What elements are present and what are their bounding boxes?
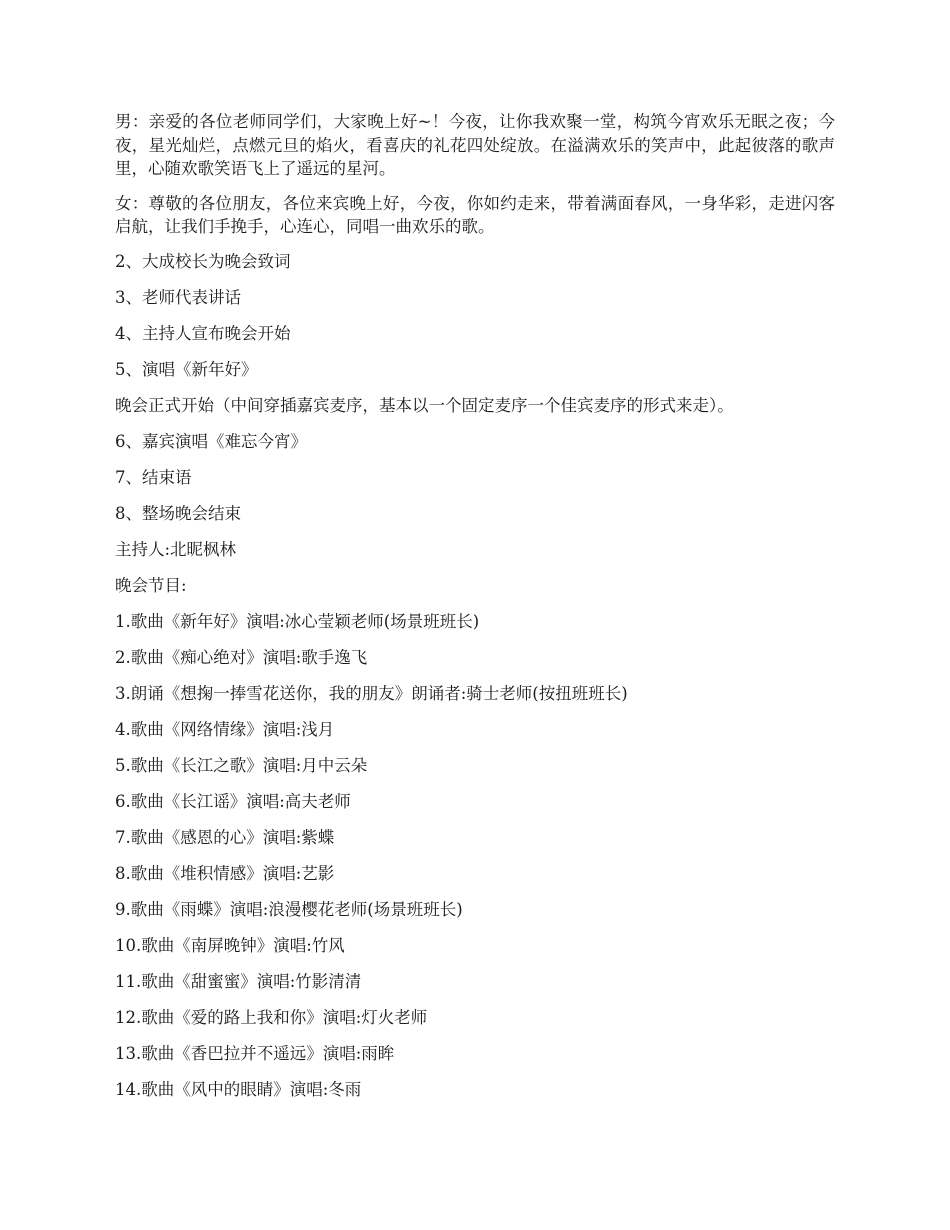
program-item-13: 13.歌曲《香巴拉并不遥远》演唱:雨眸	[115, 1043, 395, 1063]
program-item-8: 8.歌曲《堆积情感》演唱:艺影	[115, 863, 335, 883]
program-heading: 晚会节目:	[115, 575, 187, 595]
host-line: 主持人:北昵枫林	[115, 539, 237, 559]
program-item-9: 9.歌曲《雨蝶》演唱:浪漫樱花老师(场景班班长)	[115, 899, 463, 919]
program-item-12: 12.歌曲《爱的路上我和你》演唱:灯火老师	[115, 1007, 428, 1027]
program-item-6: 6.歌曲《长江谣》演唱:高夫老师	[115, 791, 351, 811]
opening-paragraph-male: 男：亲爱的各位老师同学们，大家晚上好~！今夜，让你我欢聚一堂，构筑今宵欢乐无眠之夜；今夜，星光灿烂，点燃元旦的焰火，看喜庆的礼花四处绽放。在溢满欢乐的笑声中，此起彼落的歌声里，心随欢歌笑语飞上了遥远的星河。	[115, 112, 835, 178]
agenda-item-8: 8、整场晚会结束	[115, 503, 241, 523]
program-item-11: 11.歌曲《甜蜜蜜》演唱:竹影清清	[115, 971, 362, 991]
document-page	[115, 110, 835, 1114]
program-item-10: 10.歌曲《南屏晚钟》演唱:竹风	[115, 935, 345, 955]
program-item-14: 14.歌曲《风中的眼睛》演唱:冬雨	[115, 1079, 362, 1099]
agenda-item-7: 7、结束语	[115, 467, 192, 487]
agenda-item-2: 2、大成校长为晚会致词	[115, 251, 291, 271]
program-item-1: 1.歌曲《新年好》演唱:冰心莹颖老师(场景班班长)	[115, 611, 480, 631]
agenda-note: 晚会正式开始（中间穿插嘉宾麦序，基本以一个固定麦序一个佳宾麦序的形式来走）。	[115, 395, 734, 415]
program-item-5: 5.歌曲《长江之歌》演唱:月中云朵	[115, 755, 368, 775]
agenda-item-5: 5、演唱《新年好》	[115, 359, 258, 379]
opening-paragraph-female: 女：尊敬的各位朋友，各位来宾晚上好，今夜，你如约走来，带着满面春风，一身华彩，走进闪客启航，让我们手挽手，心连心，同唱一曲欢乐的歌。	[115, 193, 835, 236]
program-item-2: 2.歌曲《痴心绝对》演唱:歌手逸飞	[115, 647, 368, 667]
agenda-item-6: 6、嘉宾演唱《难忘今宵》	[115, 431, 307, 451]
program-item-4: 4.歌曲《网络情缘》演唱:浅月	[115, 719, 335, 739]
agenda-item-4: 4、主持人宣布晚会开始	[115, 323, 291, 343]
program-item-3: 3.朗诵《想掬一捧雪花送你，我的朋友》朗诵者:骑士老师(按扭班班长)	[115, 683, 628, 703]
agenda-item-3: 3、老师代表讲话	[115, 287, 241, 307]
program-item-7: 7.歌曲《感恩的心》演唱:紫蝶	[115, 827, 335, 847]
